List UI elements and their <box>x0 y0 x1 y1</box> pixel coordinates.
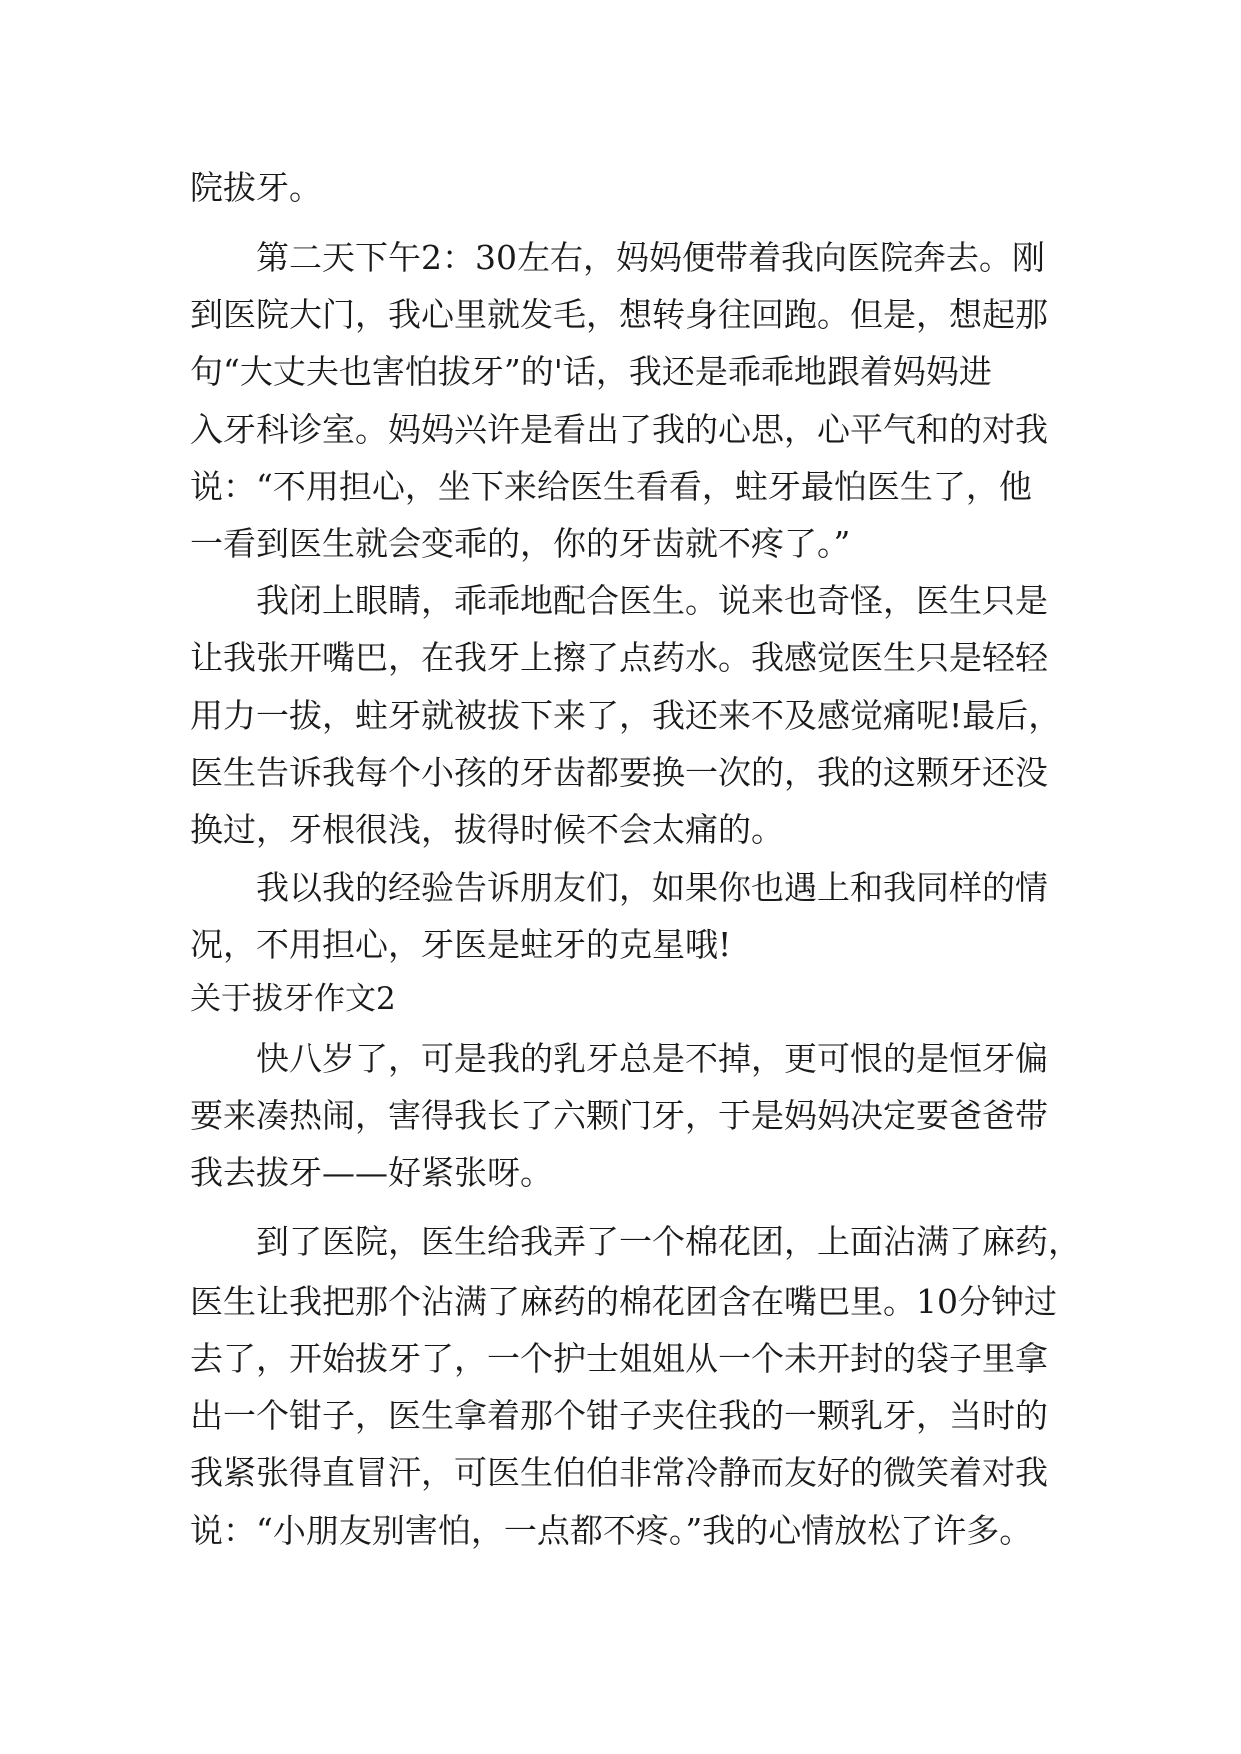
text-line: 快八岁了，可是我的乳牙总是不掉，更可恨的是恒牙偏 <box>190 1039 1048 1078</box>
text-line: 况，不用担心，牙医是蛀牙的克星哦! <box>190 925 732 964</box>
text-line: 一看到医生就会变乖的，你的牙齿就不疼了。” <box>190 524 851 563</box>
text-line: 我闭上眼睛，乖乖地配合医生。说来也奇怪，医生只是 <box>190 581 1048 620</box>
text-line: 入牙科诊室。妈妈兴许是看出了我的心思，心平气和的对我 <box>190 410 1048 449</box>
text-line: 到了医院，医生给我弄了一个棉花团，上面沾满了麻药， <box>190 1222 1081 1261</box>
text-line: 医生让我把那个沾满了麻药的棉花团含在嘴巴里。10分钟过 <box>190 1282 1057 1321</box>
text-line: 要来凑热闹，害得我长了六颗门牙，于是妈妈决定要爸爸带 <box>190 1096 1048 1135</box>
text-line: 去了，开始拔牙了，一个护士姐姐从一个未开封的袋子里拿 <box>190 1339 1048 1378</box>
text-line: 说：“不用担心，坐下来给医生看看，蛀牙最怕医生了，他 <box>190 467 1032 506</box>
text-line: 换过，牙根很浅，拔得时候不会太痛的。 <box>190 810 784 849</box>
text-line: 到医院大门，我心里就发毛，想转身往回跑。但是，想起那 <box>190 295 1048 334</box>
text-line: 出一个钳子，医生拿着那个钳子夹住我的一颗乳牙，当时的 <box>190 1396 1048 1435</box>
text-line: 句“大丈夫也害怕拔牙”的'话，我还是乖乖地跟着妈妈进 <box>190 352 992 391</box>
text-line: 我以我的经验告诉朋友们，如果你也遇上和我同样的情 <box>190 868 1048 907</box>
text-line: 让我张开嘴巴，在我牙上擦了点药水。我感觉医生只是轻轻 <box>190 638 1048 677</box>
text-line: 我紧张得直冒汗，可医生伯伯非常冷静而友好的微笑着对我 <box>190 1453 1048 1492</box>
text-line: 用力一拔，蛀牙就被拔下来了，我还来不及感觉痛呢!最后， <box>190 696 1062 735</box>
text-line: 我去拔牙——好紧张呀。 <box>190 1153 553 1192</box>
text-line: 第二天下午2：30左右，妈妈便带着我向医院奔去。刚 <box>190 238 1045 277</box>
text-line: 医生告诉我每个小孩的牙齿都要换一次的，我的这颗牙还没 <box>190 753 1048 792</box>
text-line: 院拔牙。 <box>190 168 322 207</box>
section-heading: 关于拔牙作文2 <box>190 981 396 1017</box>
text-line: 说：“小朋友别害怕，一点都不疼。”我的心情放松了许多。 <box>190 1511 1033 1550</box>
